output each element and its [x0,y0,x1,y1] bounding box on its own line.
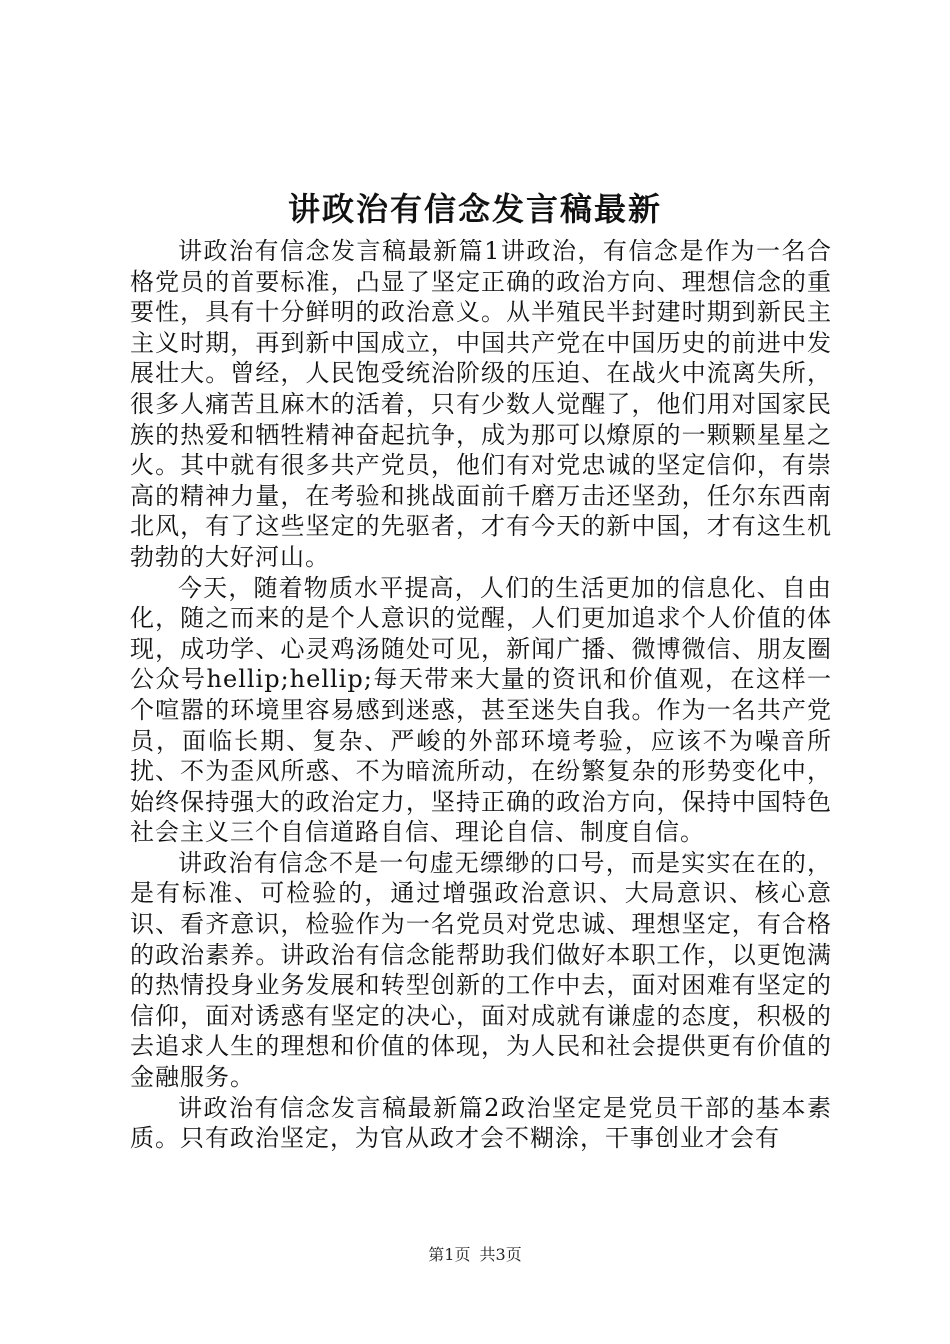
page-total: 共3页 [479,1245,522,1264]
page-number: 第1页 [428,1245,471,1264]
paragraph-1: 讲政治有信念发言稿最新篇1讲政治，有信念是作为一名合格党员的首要标准，凸显了坚定正确的政治方向、理想信念的重要性，具有十分鲜明的政治意义。从半殖民半封建时期到新民主主义时期，再到新中国成立，中国共产党在中国历史的前进中发展壮大。曾经，人民饱受统治阶级的压迫、在战火中流离失所，很多人痛苦且麻木的活着，只有少数人觉醒了，他们用对国家民族的热爱和牺牲精神奋起抗争，成为那可以燎原的一颗颗星星之火。其中就有很多共产党员，他们有对党忠诚的坚定信仰，有崇高的精神力量，在考验和挑战面前千磨万击还坚劲，任尔东西南北风，有了这些坚定的先驱者，才有今天的新中国，才有这生机勃勃的大好河山。 [130,237,832,571]
page-footer [0,1244,950,1266]
document-body [130,236,832,1154]
paragraph-2: 今天，随着物质水平提高，人们的生活更加的信息化、自由化，随之而来的是个人意识的觉醒，人们更加追求个人价值的体现，成功学、心灵鸡汤随处可见，新闻广播、微博微信、朋友圈公众号hellip;hellip;每天带来大量的资讯和价值观，在这样一个喧嚣的环境里容易感到迷惑，甚至迷失自我。作为一名共产党员，面临长期、复杂、严峻的外部环境考验，应该不为噪音所扰、不为歪风所惑、不为暗流所动，在纷繁复杂的形势变化中，始终保持强大的政治定力，坚持正确的政治方向，保持中国特色社会主义三个自信道路自信、理论自信、制度自信。 [130,573,832,847]
paragraph-4: 讲政治有信念发言稿最新篇2政治坚定是党员干部的基本素质。只有政治坚定，为官从政才会不糊涂，干事创业才会有 [130,1093,832,1153]
document-title: 讲政治有信念发言稿最新 [287,190,662,228]
paragraph-3: 讲政治有信念不是一句虚无缥缈的口号，而是实实在在的，是有标准、可检验的，通过增强政治意识、大局意识、核心意识、看齐意识，检验作为一名党员对党忠诚、理想坚定，有合格的政治素养。讲政治有信念能帮助我们做好本职工作，以更饱满的热情投身业务发展和转型创新的工作中去，面对困难有坚定的信仰，面对诱惑有坚定的决心，面对成就有谦虚的态度，积极的去追求人生的理想和价值的体现，为人民和社会提供更有价值的金融服务。 [130,848,832,1092]
